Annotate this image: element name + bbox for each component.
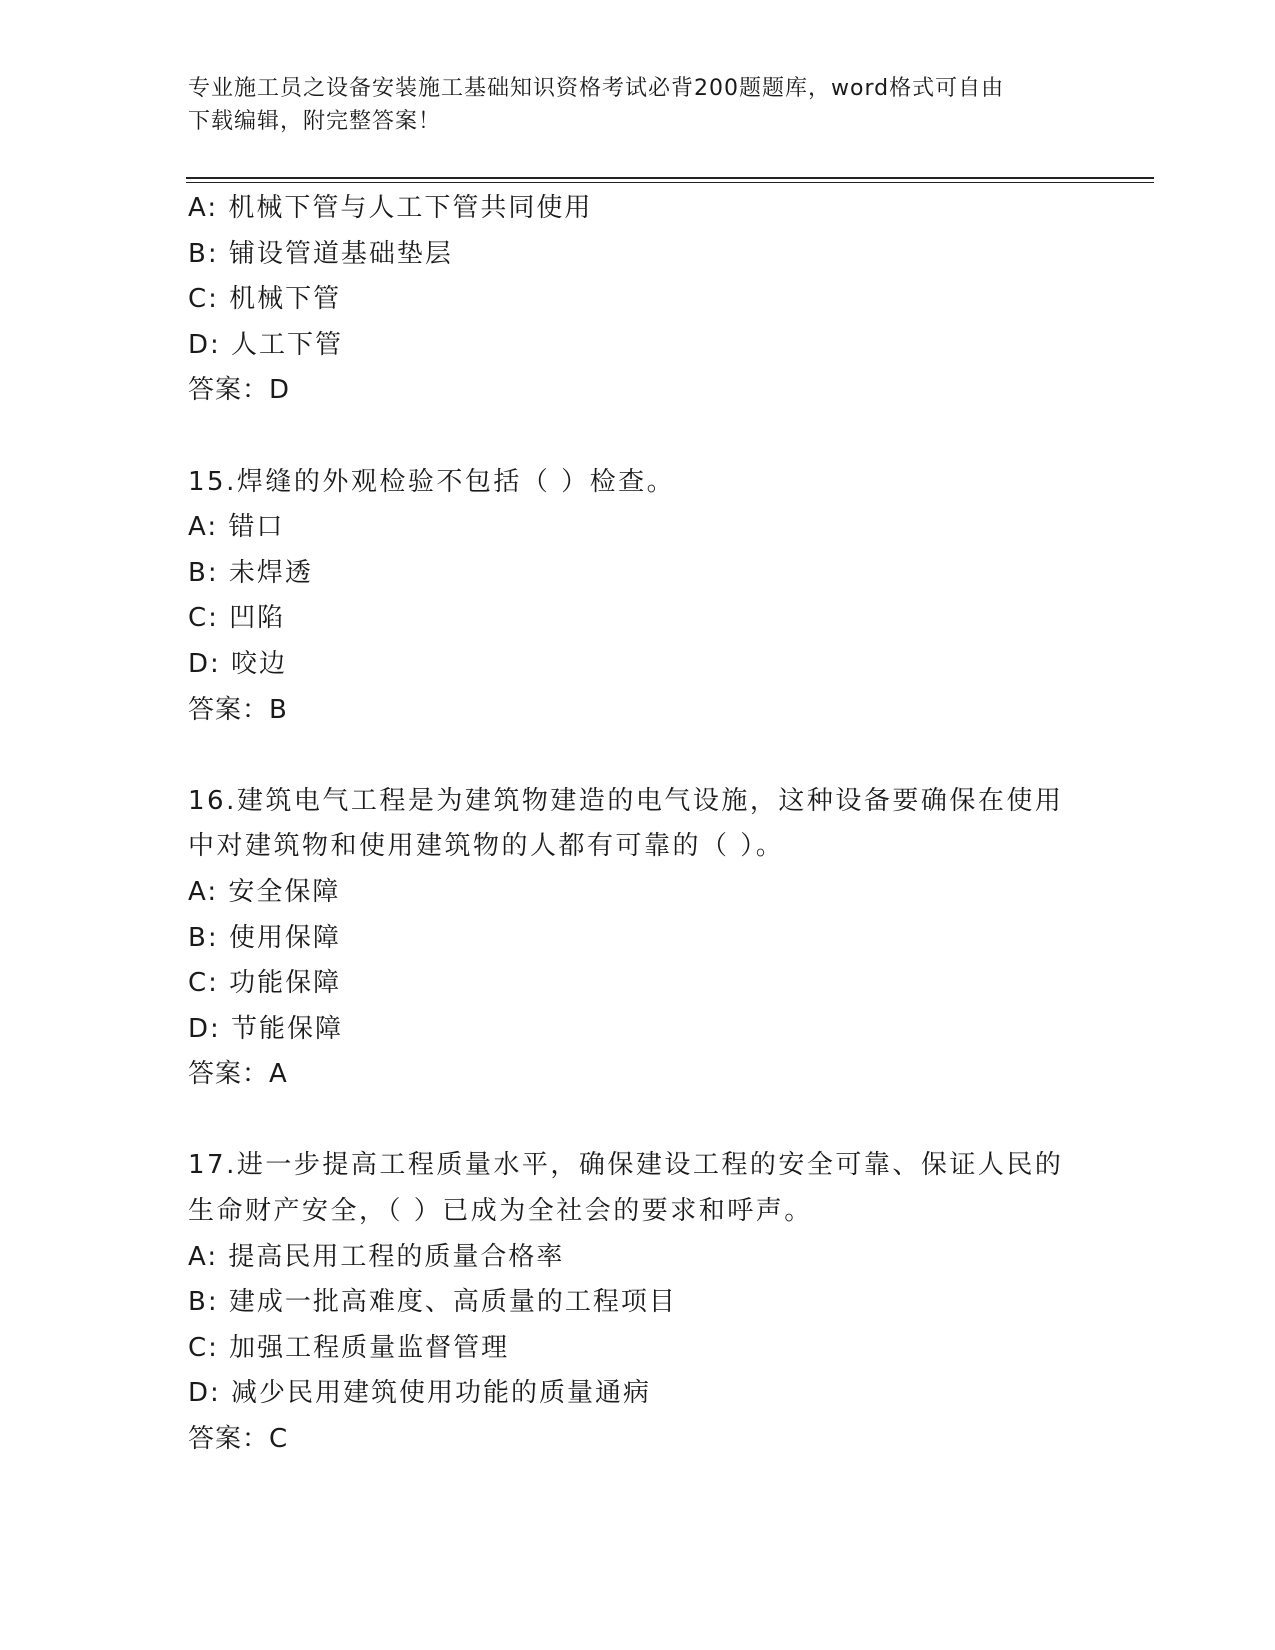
option-b: B: 未焊透 [188,557,313,588]
option-d: D: 人工下管 [188,329,344,360]
spacer [188,414,1088,460]
question-16 [188,779,1088,1098]
option-a: A: 安全保障 [188,876,341,907]
option-b: B: 铺设管道基础垫层 [188,238,453,269]
option-d: D: 咬边 [188,648,288,679]
question-17 [188,1143,1088,1462]
question-text-line-1: 16.建筑电气工程是为建筑物建造的电气设施，这种设备要确保在使用 [188,785,1064,816]
question-list [188,186,1088,1463]
header-line-1: 专业施工员之设备安装施工基础知识资格考试必背200题题库，word格式可自由 [188,76,1005,101]
question-text-line-2: 生命财产安全，（ ）已成为全社会的要求和呼声。 [188,1196,813,1227]
option-c: C: 加强工程质量监督管理 [188,1332,510,1363]
question-text: 15.焊缝的外观检验不包括（ ）检查。 [188,466,676,497]
option-a: A: 错口 [188,512,285,543]
option-a: A: 机械下管与人工下管共同使用 [188,193,593,223]
option-b: B: 使用保障 [188,922,341,953]
option-a: A: 提高民用工程的质量合格率 [188,1241,565,1272]
answer: 答案：B [188,694,288,725]
option-c: C: 功能保障 [188,968,342,999]
option-c: C: 凹陷 [188,603,286,634]
question-block-partial [188,186,1088,414]
option-d: D: 减少民用建筑使用功能的质量通病 [188,1378,652,1409]
question-15 [188,460,1088,734]
answer: 答案：A [188,1059,288,1090]
spacer [188,1098,1088,1144]
header-line-2: 下载编辑，附完整答案！ [188,109,442,134]
question-text-line-1: 17.进一步提高工程质量水平，确保建设工程的安全可靠、保证人民的 [188,1150,1064,1181]
option-c: C: 机械下管 [188,284,342,315]
option-d: D: 节能保障 [188,1013,344,1044]
question-text-line-2: 中对建筑物和使用建筑物的人都有可靠的（ ）。 [188,831,785,862]
spacer [188,733,1088,779]
option-b: B: 建成一批高难度、高质量的工程项目 [188,1287,677,1318]
answer: 答案：D [188,375,291,406]
header-divider-thick [186,177,1154,179]
answer: 答案：C [188,1424,289,1455]
document-header [188,72,1068,138]
header-divider-thin [186,182,1154,183]
